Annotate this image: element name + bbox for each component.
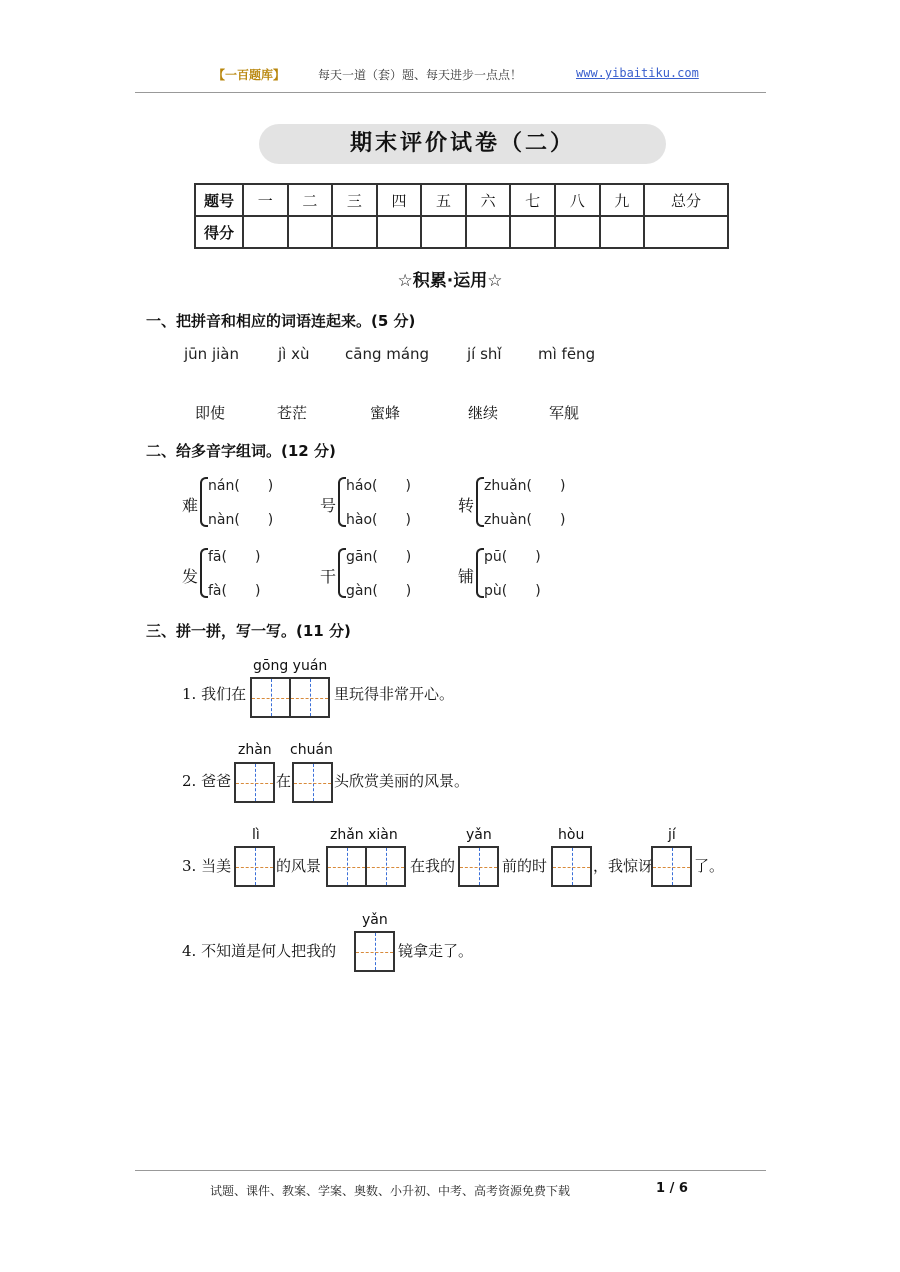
polyphone-group <box>320 546 460 606</box>
pinyin-hint: hòu <box>558 827 585 843</box>
brace-icon <box>200 477 208 527</box>
score-cell[interactable] <box>510 216 555 248</box>
sentence-text: 在 <box>276 772 292 790</box>
sentence-text: 3. 当美 <box>182 857 232 875</box>
polyphone-answer[interactable]: nán( ) <box>208 478 274 494</box>
polyphone-answer[interactable]: hào( ) <box>346 512 411 528</box>
q1-word: 苍茫 <box>277 404 308 422</box>
writing-grid[interactable] <box>234 846 273 887</box>
q2-title: 二、给多音字组词。(12 分) <box>146 442 336 460</box>
sentence-text: 1. 我们在 <box>182 685 247 703</box>
writing-cell[interactable] <box>551 846 592 887</box>
writing-cell[interactable] <box>354 931 395 972</box>
sentence-text: 头欣赏美丽的风景。 <box>334 772 470 790</box>
score-col-total: 总分 <box>644 184 728 216</box>
polyphone-group <box>182 475 322 535</box>
pinyin-hint: lì <box>252 827 260 843</box>
brand-label: 【一百题库】 <box>213 68 286 82</box>
polyphone-char: 发 <box>182 567 199 586</box>
score-table-header-label: 题号 <box>195 184 243 216</box>
polyphone-group <box>182 546 322 606</box>
score-table-header-row <box>195 184 728 216</box>
score-cell[interactable] <box>288 216 333 248</box>
q1-pinyin: jí shǐ <box>467 345 502 363</box>
sentence-text: 镜拿走了。 <box>398 942 474 960</box>
score-cell[interactable] <box>421 216 466 248</box>
sentence-text: ，我惊讶 <box>593 857 654 875</box>
score-col-6: 六 <box>466 184 511 216</box>
writing-cell[interactable] <box>289 677 330 718</box>
polyphone-answer[interactable]: pù( ) <box>484 583 541 599</box>
writing-grid[interactable] <box>292 762 331 803</box>
writing-cell[interactable] <box>234 846 275 887</box>
page-header <box>0 0 900 100</box>
writing-cell[interactable] <box>651 846 692 887</box>
score-cell[interactable] <box>644 216 728 248</box>
polyphone-answer[interactable]: gàn( ) <box>346 583 412 599</box>
writing-grid[interactable] <box>326 846 404 887</box>
score-table-score-label: 得分 <box>195 216 243 248</box>
polyphone-group <box>320 475 460 535</box>
polyphone-answer[interactable]: gān( ) <box>346 549 412 565</box>
score-col-3: 三 <box>332 184 377 216</box>
title-banner <box>259 124 666 164</box>
polyphone-char: 转 <box>458 496 475 515</box>
header-divider <box>135 92 766 93</box>
polyphone-answer[interactable]: zhuàn( ) <box>484 512 566 528</box>
pinyin-hint: yǎn <box>466 827 492 843</box>
brace-icon <box>476 548 484 598</box>
brace-icon <box>200 548 208 598</box>
q1-word: 继续 <box>468 404 499 422</box>
writing-grid[interactable] <box>651 846 690 887</box>
brace-icon <box>338 477 346 527</box>
writing-grid[interactable] <box>458 846 497 887</box>
score-col-2: 二 <box>288 184 333 216</box>
writing-cell[interactable] <box>250 677 291 718</box>
q3-title: 三、拼一拼，写一写。(11 分) <box>146 622 351 640</box>
polyphone-answer[interactable]: háo( ) <box>346 478 411 494</box>
polyphone-char: 难 <box>182 496 199 515</box>
polyphone-answer[interactable]: fā( ) <box>208 549 261 565</box>
writing-grid[interactable] <box>551 846 590 887</box>
score-col-7: 七 <box>510 184 555 216</box>
q1-pinyin: mì fēng <box>538 345 596 363</box>
score-col-8: 八 <box>555 184 600 216</box>
writing-grid[interactable] <box>250 677 328 718</box>
brace-icon <box>338 548 346 598</box>
polyphone-group <box>458 546 598 606</box>
sentence-text: 了。 <box>694 857 725 875</box>
score-col-9: 九 <box>600 184 645 216</box>
sentence-text: 4. 不知道是何人把我的 <box>182 942 337 960</box>
score-cell[interactable] <box>377 216 422 248</box>
footer-text: 试题、课件、教案、学案、奥数、小升初、中考、高考资源免费下载 <box>210 1184 571 1198</box>
q1-pinyin: jūn jiàn <box>184 345 239 363</box>
writing-cell[interactable] <box>234 762 275 803</box>
score-cell[interactable] <box>332 216 377 248</box>
site-link[interactable]: www.yibaitiku.com <box>576 66 699 80</box>
pinyin-hint: gōng yuán <box>253 658 328 674</box>
polyphone-answer[interactable]: zhuǎn( ) <box>484 478 566 494</box>
sentence-text: 的风景 <box>276 857 322 875</box>
pinyin-hint: zhǎn xiàn <box>330 827 398 843</box>
score-table <box>194 183 729 249</box>
score-cell[interactable] <box>600 216 645 248</box>
q1-word: 蜜蜂 <box>370 404 401 422</box>
footer-divider <box>135 1170 766 1171</box>
polyphone-char: 干 <box>320 567 337 586</box>
score-col-5: 五 <box>421 184 466 216</box>
writing-cell[interactable] <box>365 846 406 887</box>
writing-cell[interactable] <box>292 762 333 803</box>
writing-grid[interactable] <box>234 762 273 803</box>
q1-title: 一、把拼音和相应的词语连起来。(5 分) <box>146 312 416 330</box>
polyphone-answer[interactable]: nàn( ) <box>208 512 274 528</box>
q1-word: 军舰 <box>549 404 580 422</box>
polyphone-char: 铺 <box>458 567 475 586</box>
pinyin-hint: zhàn <box>238 742 272 758</box>
slogan-text: 每天一道（套）题、每天进步一点点！ <box>318 68 523 82</box>
brace-icon <box>476 477 484 527</box>
page-number: 1 / 6 <box>656 1181 688 1196</box>
sentence-text: 里玩得非常开心。 <box>334 685 455 703</box>
sentence-text: 2. 爸爸 <box>182 772 232 790</box>
polyphone-answer[interactable]: fà( ) <box>208 583 261 599</box>
sentence-text: 在我的 <box>410 857 456 875</box>
page-title: 期末评价试卷（二） <box>349 131 575 156</box>
polyphone-char: 号 <box>320 496 337 515</box>
score-cell[interactable] <box>555 216 600 248</box>
polyphone-answer[interactable]: pū( ) <box>484 549 541 565</box>
q1-pinyin: cāng máng <box>345 345 430 363</box>
pinyin-hint: jí <box>668 827 676 843</box>
pinyin-hint: yǎn <box>362 912 388 928</box>
writing-cell[interactable] <box>326 846 367 887</box>
score-cell[interactable] <box>466 216 511 248</box>
writing-cell[interactable] <box>458 846 499 887</box>
score-col-1: 一 <box>243 184 288 216</box>
polyphone-group <box>458 475 598 535</box>
q1-word: 即使 <box>195 404 226 422</box>
sentence-text: 前的时 <box>502 857 548 875</box>
writing-grid[interactable] <box>354 931 393 972</box>
score-col-4: 四 <box>377 184 422 216</box>
q1-pinyin: jì xù <box>278 345 310 363</box>
score-table-score-row <box>195 216 728 248</box>
score-cell[interactable] <box>243 216 288 248</box>
pinyin-hint: chuán <box>290 742 333 758</box>
section-heading: ☆积累·运用☆ <box>397 271 503 291</box>
